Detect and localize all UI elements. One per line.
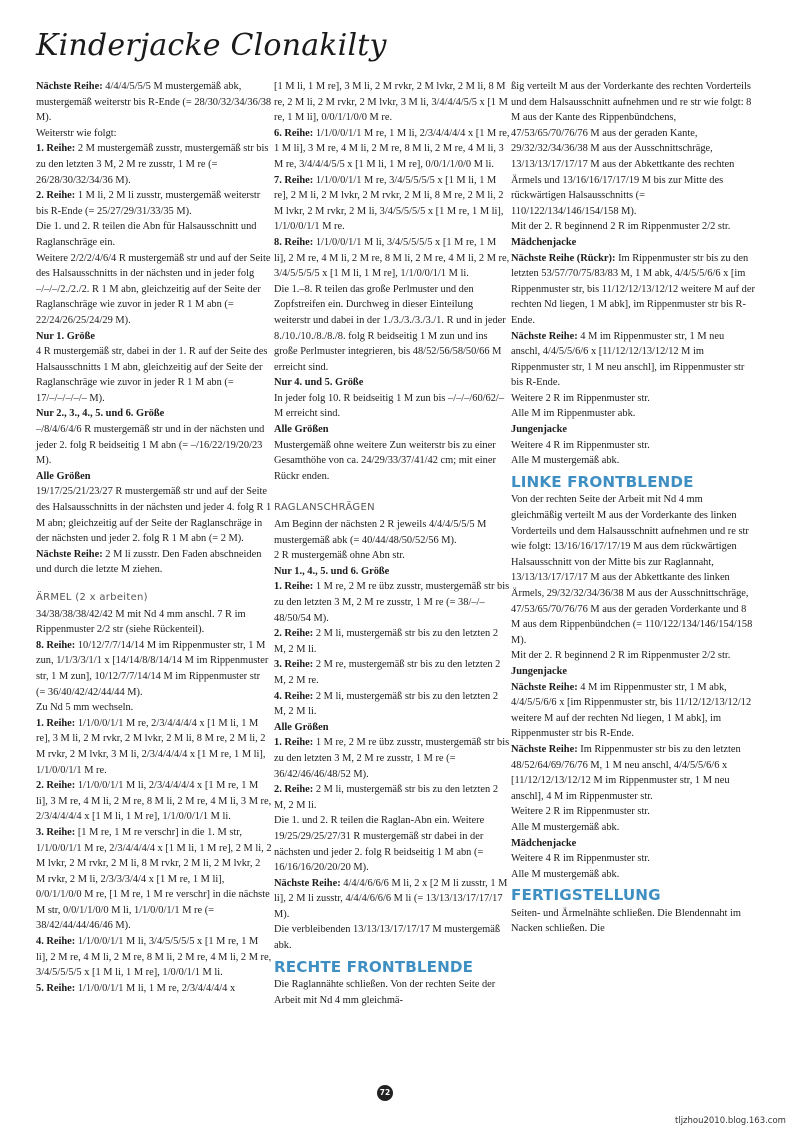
row-label: 1. Reihe: [36, 143, 76, 155]
paragraph-text: Weitere 4 R im Rippenmuster str. [511, 853, 650, 865]
instruction-paragraph [511, 680, 755, 742]
row-label: Nächste Reihe: [511, 330, 578, 342]
instruction-paragraph [36, 825, 272, 934]
instruction-paragraph [511, 804, 755, 820]
row-label: Alle Größen [36, 470, 91, 482]
instruction-paragraph [274, 548, 510, 564]
subsection-title: RAGLANSCHRÄGEN [274, 502, 375, 514]
row-label: 4. Reihe: [36, 936, 76, 948]
paragraph-text: 1/1/0/0/1/1 M re, 1 M li, 2/3/4/4/4/4 x [1 M re, 1 M li], 3 M re, 4 M li, 2 M re, 8 M li, 2 M re, 4 M li, 3 M re, 3/4/4/4/5/5 x [1 M li, 1 M re], 0/0/1/1/0/0 M li. [274, 127, 510, 170]
instruction-paragraph [274, 977, 510, 1008]
instruction-paragraph [36, 141, 272, 188]
row-label: 2. Reihe: [274, 628, 314, 640]
instruction-paragraph [274, 782, 510, 813]
row-label: 2. Reihe: [36, 190, 76, 202]
row-label: Nächste Reihe: [511, 743, 578, 755]
instruction-paragraph [36, 188, 272, 219]
instruction-paragraph [36, 716, 272, 778]
row-label: Nächste Reihe (Rückr): [511, 252, 616, 264]
instruction-paragraph [511, 251, 755, 329]
paragraph-text: Die verbleibenden 13/13/13/17/17/17 M mustergemäß abk. [274, 924, 501, 952]
paragraph-text: Im Rippenmuster str bis zu den letzten 53/57/70/75/83/83 M, 1 M abk, 4/4/5/5/6/6 x [im Rippenmuster str, bis 11/12/12/13/12/12 weitere M auf der rechten Nd liegen, 1 M abk], im Rippenmuster str bis R-Ende. [511, 252, 755, 326]
row-label: 3. Reihe: [274, 659, 314, 671]
instruction-paragraph [274, 79, 510, 126]
row-label: 4. Reihe: [274, 690, 314, 702]
paragraph-text: 2 M li, mustergemäß str bis zu den letzten 2 M, 2 M li. [274, 690, 499, 718]
page-title: Kinderjacke Clonakilty [36, 28, 387, 63]
paragraph-text: 4 M im Rippenmuster str, 1 M abk, 4/4/5/5/6/6 x [im Rippenmuster str, bis 11/12/12/13/12/12 weitere M auf der rechten Nd liegen, 1 M abk], im Rippenmuster str bis R-Ende. [511, 681, 752, 740]
paragraph-text: 1/1/0/0/1/1 M li, 2/3/4/4/4/4 x [1 M re, 1 M li], 3 M re, 4 M li, 2 M re, 8 M li, 2 M re, 4 M li, 3 M re, 2/3/4/4/4/4 x [1 M li, 1 M re], 1/1/0/0/1/1 M li. [36, 780, 272, 823]
instruction-paragraph [511, 492, 755, 648]
row-label: 1. Reihe: [274, 737, 314, 749]
row-label: Alle Größen [274, 721, 329, 733]
paragraph-text: 4/4/4/5/5/5 M mustergemäß abk, mustergemäß weiterstr bis R-Ende (= 28/30/32/34/36/38 M). [36, 81, 272, 124]
row-label: 6. Reihe: [274, 127, 314, 139]
instruction-paragraph [511, 329, 755, 391]
row-label: 2. Reihe: [274, 784, 314, 796]
row-label: Nächste Reihe: [36, 81, 103, 92]
instruction-paragraph [36, 422, 272, 469]
instruction-paragraph [36, 547, 272, 578]
instruction-paragraph [36, 778, 272, 825]
instruction-paragraph [511, 406, 755, 422]
instruction-paragraph [511, 648, 755, 664]
column-left [36, 79, 272, 996]
paragraph-text: 1 M re, 2 M re übz zusstr, mustergemäß str bis zu den letzten 3 M, 2 M re zusstr, 1 M re (= 38/–/–48/50/54 M). [274, 581, 510, 624]
subsection-note: (2 x arbeiten) [71, 592, 148, 603]
section-heading: FERTIGSTELLUNG [511, 886, 661, 905]
instruction-paragraph [36, 607, 272, 638]
instruction-paragraph [274, 391, 510, 422]
row-label: 7. Reihe: [274, 174, 314, 186]
paragraph-text: [1 M re, 1 M re verschr] in die 1. M str, 1/1/0/0/1/1 M re, 2/3/4/4/4/4 x [1 M li, 1 M re], 2 M li, 2 M lvkr, 2 M rvkr, 2 M li, 8 M rvkr, 2 M li, 2 M lvkr, 2 M rvkr, 2 M li, 2/3/3/3/4/4 x [1 M re, 1 M li], 0/0/1/1/0/0 M re, [1 M re, 1 M re verschr] in die nächste M str, 0/0/1/1/0/0 M li, 1/1/0/0/1/1 M re (= 38/42/44/44/46/46 M). [36, 826, 272, 932]
row-label: Nur 1. Größe [36, 330, 95, 342]
instruction-heading [274, 375, 510, 391]
paragraph-text: 2 M mustergemäß zusstr, mustergemäß str bis zu den letzten 3 M, 2 M re zusstr, 1 M re (= 26/28/30/32/34/36 M). [36, 143, 269, 186]
instruction-paragraph [511, 391, 755, 407]
row-label: 1. Reihe: [36, 717, 76, 729]
instruction-heading [274, 564, 510, 580]
page-number: 72 [377, 1085, 393, 1101]
instruction-paragraph [511, 438, 755, 454]
paragraph-text: 1 M li, 2 M li zusstr, mustergemäß weiterstr bis R-Ende (= 25/27/29/31/33/35 M). [36, 190, 261, 217]
paragraph-text: 19/17/25/21/23/27 R mustergemäß str und auf der Seite des Halsausschnitts in der nächsten und jeder 4. folg R 1 M abn; gleichzeitig auf der Seite der Raglanschräge in der nächsten und jeder 2. folg R 1 M abn (= 2 M). [36, 486, 272, 545]
paragraph-text: Die Raglannähte schließen. Von der rechten Seite der Arbeit mit Nd 4 mm gleichmä- [274, 979, 496, 1006]
paragraph-text: 2 M li, mustergemäß str bis zu den letzten 2 M, 2 M li. [274, 784, 499, 811]
paragraph-text: 1/1/0/0/1/1 M li, 1 M re, 2/3/4/4/4/4 x [75, 982, 236, 994]
row-label: Nächste Reihe: [274, 877, 341, 889]
row-label: Jungenjacke [511, 665, 567, 677]
instruction-paragraph [36, 700, 272, 716]
footer-url: tljzhou2010.blog.163.com [675, 1116, 786, 1126]
column-right [511, 79, 755, 937]
paragraph-text: 2 M li zusstr. Den Faden abschneiden und durch die letzte M ziehen. [36, 548, 262, 576]
instruction-paragraph [36, 344, 272, 406]
instruction-paragraph [274, 657, 510, 688]
instruction-heading [511, 664, 755, 680]
paragraph-text: –/8/4/6/4/6 R mustergemäß str und in der nächsten und jeder 2. folg R beidseitig 1 M abn (= –/16/22/19/20/23 M). [36, 424, 265, 467]
instruction-heading [274, 720, 510, 736]
instruction-paragraph [511, 820, 755, 836]
paragraph-text: 4 M im Rippenmuster str, 1 M neu anschl, 4/4/5/5/6/6 x [11/12/12/13/12/12 M im Rippenmuster str, 1 M neu anschl], im Rippenmuster str bis R-Ende. [511, 330, 745, 389]
column-middle [274, 79, 510, 1008]
instruction-paragraph [274, 579, 510, 626]
instruction-heading [36, 329, 272, 345]
row-label: 8. Reihe: [36, 639, 76, 651]
paragraph-text: Alle M mustergemäß abk. [511, 455, 620, 467]
paragraph-text: Am Beginn der nächsten 2 R jeweils 4/4/4/5/5/5 M mustergemäß abk (= 40/44/48/50/52/56 M). [274, 519, 487, 546]
paragraph-text: In jeder folg 10. R beidseitig 1 M zun bis –/–/–/60/62/– M erreicht sind. [274, 392, 505, 420]
paragraph-text: 1 M re, 2 M re übz zusstr, mustergemäß str bis zu den letzten 3 M, 2 M re zusstr, 1 M re (= 36/42/46/46/48/52 M). [274, 737, 510, 780]
row-label: 2. Reihe: [36, 780, 76, 792]
row-label: Nächste Reihe: [36, 548, 103, 560]
instruction-paragraph [36, 484, 272, 546]
paragraph-text: Weitere 2 R im Rippenmuster str. [511, 392, 650, 404]
row-label: 3. Reihe: [36, 826, 76, 838]
paragraph-text: Weitere 2 R im Rippenmuster str. [511, 806, 650, 818]
paragraph-text: [1 M li, 1 M re], 3 M li, 2 M rvkr, 2 M lvkr, 2 M li, 8 M re, 2 M li, 2 M rvkr, 2 M lvkr, 3 M li, 3/4/4/4/5/5 x [1 M re, 1 M li], 0/0/1/1/0/0 M re. [274, 81, 508, 124]
instruction-paragraph [274, 735, 510, 782]
paragraph-text: 1/1/0/0/1/1 M re, 3/4/5/5/5/5 x [1 M li, 1 M re], 2 M li, 2 M lvkr, 2 M rvkr, 2 M li, 8 M re, 2 M li, 2 M lvkr, 2 M rvkr, 2 M li, 3/4/5/5/5/5 x [1 M re, 1 M li], 1/1/0/0/1/1 M re. [274, 174, 504, 233]
row-label: Nur 2., 3., 4., 5. und 6. Größe [36, 408, 165, 420]
instruction-paragraph [36, 981, 272, 997]
instruction-heading [36, 406, 272, 422]
instruction-paragraph [36, 126, 272, 142]
instruction-paragraph [274, 813, 510, 875]
paragraph-text: Alle M mustergemäß abk. [511, 868, 620, 880]
paragraph-text: Mustergemäß ohne weitere Zun weiterstr bis zu einer Gesamthöhe von ca. 24/29/33/37/41/42 cm; mit einer Rückr enden. [274, 439, 496, 482]
paragraph-text: 2 M re, mustergemäß str bis zu den letzten 2 M, 2 M re. [274, 659, 501, 686]
paragraph-text: Mit der 2. R beginnend 2 R im Rippenmuster 2/2 str. [511, 650, 731, 662]
instruction-paragraph [36, 79, 272, 126]
row-label: Alle Größen [274, 424, 329, 436]
instruction-paragraph [36, 251, 272, 329]
subsection-title: ÄRMEL [36, 592, 72, 603]
instruction-heading [511, 235, 755, 251]
paragraph-text: 2 M li, mustergemäß str bis zu den letzten 2 M, 2 M li. [274, 628, 499, 655]
instruction-paragraph [274, 235, 510, 282]
instruction-paragraph [511, 453, 755, 469]
instruction-heading [274, 422, 510, 438]
instruction-paragraph [274, 517, 510, 548]
paragraph-text: Von der rechten Seite der Arbeit mit Nd 4 mm gleichmäßig verteilt M aus der Vorderkante des linken Vorderteils und dem Halsausschnitt aufnehmen und re str wie folgt: 13/16/16/17/17/19 M aus dem rückwärtigen Halsausschnitt von der Mitte bis zur Raglannaht, 13/13/13/17/17/17 M aus der Abkettkante des linken Ärmels, 29/32/32/34/36/38 M aus der Ausschnittschräge, 47/53/65/70/76/76 M aus der geraden Vorderkante und 8 M aus dem Rippenbündchen (= 110/122/134/146/154/158 M). [511, 494, 753, 646]
subsection-heading [36, 590, 272, 606]
instruction-paragraph [511, 906, 755, 937]
instruction-paragraph [274, 689, 510, 720]
instruction-paragraph [36, 638, 272, 700]
paragraph-text: Im Rippenmuster str bis zu den letzten 48/52/64/69/76/76 M, 1 M neu anschl, 4/4/5/5/6/6 x [11/12/12/13/12/12 M im Rippenmuster str, 1 M neu anschl], 4 M im Rippenmuster str. [511, 743, 741, 802]
instruction-paragraph [511, 742, 755, 804]
paragraph-text: 34/38/38/38/42/42 M mit Nd 4 mm anschl. 7 R im Rippenmuster 2/2 str (siehe Rückenteil). [36, 608, 246, 636]
instruction-paragraph [274, 282, 510, 376]
instruction-paragraph [511, 79, 755, 219]
row-label: 1. Reihe: [274, 581, 314, 593]
paragraph-text: Seiten- und Ärmelnähte schließen. Die Blendennaht im Nacken schließen. Die [511, 907, 741, 935]
instruction-heading [511, 836, 755, 852]
row-label: 5. Reihe: [36, 982, 76, 994]
row-label: Nur 1., 4., 5. und 6. Größe [274, 565, 390, 577]
instruction-paragraph [274, 922, 510, 953]
paragraph-text: ßig verteilt M aus der Vorderkante des rechten Vorderteils und dem Halsausschnitt aufnehmen und re str wie folgt: 8 M aus der Kante des Rippenbündchens, 47/53/65/70/76/76 M aus der geraden Kante, 29/32/32/34/36/38 M aus der Ausschnittschräge, 13/13/13/17/17/17 M aus der Abkettkante des rechten Ärmels und 13/16/16/17/17/19 M bis zur Mitte des rückwärtigen Halsausschnitts (= 110/122/134/146/154/158 M). [511, 81, 752, 217]
instruction-paragraph [274, 876, 510, 923]
paragraph-text: Weiterstr wie folgt: [36, 127, 117, 139]
instruction-paragraph [511, 867, 755, 883]
section-heading: LINKE FRONTBLENDE [511, 472, 694, 491]
paragraph-text: Mit der 2. R beginnend 2 R im Rippenmuster 2/2 str. [511, 221, 731, 233]
paragraph-text: 1/1/0/0/1/1 M li, 3/4/5/5/5/5 x [1 M re, 1 M li], 2 M re, 4 M li, 2 M re, 8 M li, 2 M re, 4 M li, 2 M re, 3/4/5/5/5/5 x [1 M li, 1 M re], 1/1/0/0/1/1 M li. [274, 236, 510, 280]
paragraph-text: Alle M mustergemäß abk. [511, 821, 620, 833]
row-label: Nur 4. und 5. Größe [274, 377, 364, 389]
instruction-paragraph [36, 219, 272, 250]
row-label: Mädchenjacke [511, 236, 577, 248]
paragraph-text: Die 1.–8. R teilen das große Perlmuster und den Zopfstreifen ein. Durchweg in dieser Einteilung weiterstr und dabei in der 1./3./3./3./3./1. R und in jeder 8./10./10./8./8./8. folg R beidseitig 1 M zun und ins große Perlmuster integrieren, bis 48/52/56/58/50/66 M erreicht sind. [274, 283, 506, 373]
instruction-paragraph [274, 438, 510, 485]
instruction-heading [511, 422, 755, 438]
paragraph-text: Alle M im Rippenmuster abk. [511, 408, 636, 420]
paragraph-text: 1/1/0/0/1/1 M re, 2/3/4/4/4/4 x [1 M li, 1 M re], 3 M li, 2 M rvkr, 2 M lvkr, 2 M li, 8 M re, 2 M li, 2 M rvkr, 2 M lvkr, 3 M li, 2/3/4/4/4/4 x [1 M re, 1 M li], 1/1/0/0/1/1 M re. [36, 717, 266, 776]
instruction-paragraph [274, 126, 510, 173]
row-label: 8. Reihe: [274, 236, 314, 248]
paragraph-text: 2 R mustergemäß ohne Abn str. [274, 550, 405, 562]
paragraph-text: Weitere 2/2/2/4/6/4 R mustergemäß str und auf der Seite des Halsausschnitts in der nächsten und in jeder folg –/–/–/2./2./2. R 1 M abn, gleichzeitig auf der Seite der Raglanschräge wie zuvor in jeder R 1 M abn (= 22/24/26/25/24/29 M). [36, 252, 271, 326]
instruction-paragraph [511, 851, 755, 867]
paragraph-text: 1/1/0/0/1/1 M li, 3/4/5/5/5/5 x [1 M re, 1 M li], 2 M re, 4 M li, 2 M re, 8 M li, 2 M re, 4 M li, 2 M re, 3/4/5/5/5/5 x [1 M li, 1 M re], 1/0/0/1/1 M li. [36, 936, 272, 979]
instruction-paragraph [274, 626, 510, 657]
paragraph-text: Weitere 4 R im Rippenmuster str. [511, 439, 650, 451]
instruction-paragraph [36, 934, 272, 981]
paragraph-text: Die 1. und 2. R teilen die Raglan-Abn ein. Weitere 19/25/29/25/27/31 R mustergemäß str dabei in der nächsten und jeder 2. folg R beidseitig 1 M abn (= 16/16/16/20/20/20 M). [274, 815, 485, 874]
paragraph-text: 4/4/4/6/6/6 M li, 2 x [2 M li zusstr, 1 M li], 2 M li zusstr, 4/4/4/6/6/6 M li (= 13/13/13/17/17/17 M). [274, 877, 508, 920]
row-label: Nächste Reihe: [511, 681, 578, 693]
paragraph-text: 4 R mustergemäß str, dabei in der 1. R auf der Seite des Halsausschnitts 1 M abn, gleichzeitig auf der Seite der Raglanschräge wie zuvor in jeder R 1 M abn (= 17/–/–/–/–/– M). [36, 346, 268, 404]
section-heading: RECHTE FRONTBLENDE [274, 957, 474, 976]
instruction-paragraph [511, 219, 755, 235]
row-label: Mädchenjacke [511, 837, 577, 849]
paragraph-text: Zu Nd 5 mm wechseln. [36, 702, 134, 714]
paragraph-text: Die 1. und 2. R teilen die Abn für Halsausschnitt und Raglanschräge ein. [36, 221, 257, 248]
subsection-heading [274, 500, 510, 516]
paragraph-text: 10/12/7/7/14/14 M im Rippenmuster str, 1 M zun, 1/1/3/3/1/1 x [14/14/8/8/14/14 M im Rippenmuster str, 1 M zun], 10/12/7/7/14/14 M im Rippenmuster str (= 36/40/42/42/44/44 M). [36, 639, 269, 698]
row-label: Jungenjacke [511, 424, 567, 436]
instruction-heading [36, 469, 272, 485]
instruction-paragraph [274, 173, 510, 235]
